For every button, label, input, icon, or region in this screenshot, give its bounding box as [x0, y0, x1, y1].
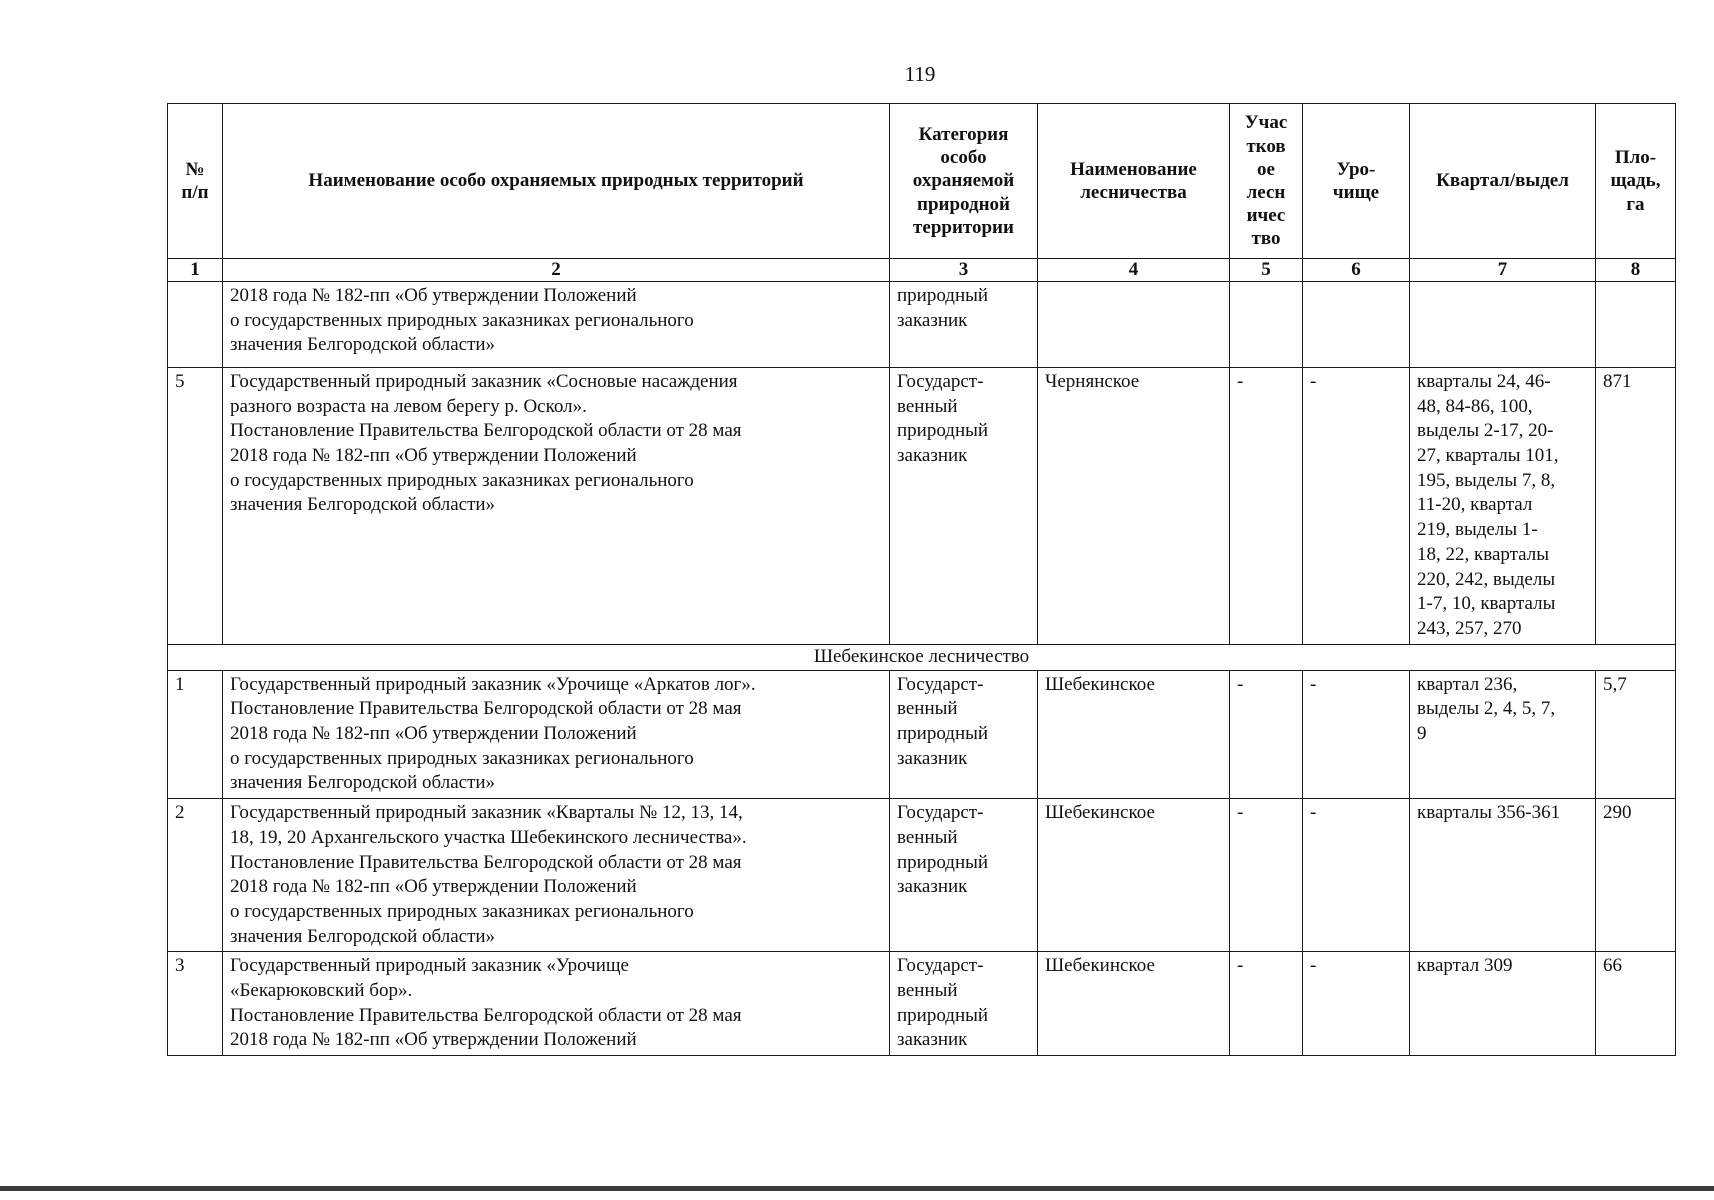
- column-number: 8: [1596, 259, 1676, 282]
- cell-territory-name: Государственный природный заказник «Урочище «Бекарюковский бор». Постановление Правительства Белгородской области от 28 мая 2018 года № 182-пп «Об утверждении Положений: [223, 952, 890, 1056]
- section-title: Шебекинское лесничество: [168, 645, 1676, 671]
- header-quarter: Квартал/выдел: [1410, 104, 1596, 259]
- cell-territory-name: Государственный природный заказник «Урочище «Аркатов лог». Постановление Правительства Белгородской области от 28 мая 2018 года № 182-пп «Об утверждении Положений о государственных природных заказниках регионального значения Белгородской области»: [223, 670, 890, 798]
- page-number: 119: [904, 62, 936, 86]
- table-header-row: [168, 104, 1676, 259]
- cell-category: Государст- венный природный заказник: [890, 368, 1038, 645]
- header-forestry: Наименование лесничества: [1038, 104, 1230, 259]
- cell-area: [1596, 282, 1676, 368]
- cell-quarter: кварталы 24, 46- 48, 84-86, 100, выделы 2-17, 20- 27, кварталы 101, 195, выделы 7, 8, 11-20, квартал 219, выделы 1- 18, 22, кварталы 220, 242, выделы 1-7, 10, кварталы 243, 257, 270: [1410, 368, 1596, 645]
- cell-district-forestry: -: [1230, 799, 1303, 952]
- cell-area: 871: [1596, 368, 1676, 645]
- cell-quarter: квартал 236, выделы 2, 4, 5, 7, 9: [1410, 670, 1596, 798]
- column-number: 4: [1038, 259, 1230, 282]
- cell-quarter: квартал 309: [1410, 952, 1596, 1056]
- cell-district-forestry: -: [1230, 952, 1303, 1056]
- cell-area: 5,7: [1596, 670, 1676, 798]
- cell-area: 66: [1596, 952, 1676, 1056]
- column-number: 6: [1303, 259, 1410, 282]
- header-area: Пло- щадь, га: [1596, 104, 1676, 259]
- cell-category: Государст- венный природный заказник: [890, 670, 1038, 798]
- page-bottom-rule: [0, 1186, 1714, 1191]
- cell-territory-name: 2018 года № 182-пп «Об утверждении Положений о государственных природных заказниках регионального значения Белгородской области»: [223, 282, 890, 368]
- table-row: [168, 952, 1676, 1056]
- cell-tract: -: [1303, 952, 1410, 1056]
- column-number-row: [168, 259, 1676, 282]
- cell-category: Государст- венный природный заказник: [890, 952, 1038, 1056]
- cell-area: 290: [1596, 799, 1676, 952]
- cell-forestry: Шебекинское: [1038, 799, 1230, 952]
- cell-forestry: Шебекинское: [1038, 670, 1230, 798]
- cell-number: 5: [168, 368, 223, 645]
- cell-territory-name: Государственный природный заказник «Сосновые насаждения разного возраста на левом берегу р. Оскол». Постановление Правительства Белгородской области от 28 мая 2018 года № 182-пп «Об утверждении Положений о государственных природных заказниках регионального значения Белгородской области»: [223, 368, 890, 645]
- cell-number: 3: [168, 952, 223, 1056]
- cell-tract: [1303, 282, 1410, 368]
- cell-tract: -: [1303, 799, 1410, 952]
- cell-quarter: кварталы 356-361: [1410, 799, 1596, 952]
- column-number: 2: [223, 259, 890, 282]
- cell-category: природный заказник: [890, 282, 1038, 368]
- column-number: 7: [1410, 259, 1596, 282]
- cell-number: 1: [168, 670, 223, 798]
- cell-number: [168, 282, 223, 368]
- table-row: [168, 799, 1676, 952]
- table-row-continuation: [168, 282, 1676, 368]
- cell-district-forestry: -: [1230, 670, 1303, 798]
- header-district-forestry: Учас тков ое лесн ичес тво: [1230, 104, 1303, 259]
- column-number: 3: [890, 259, 1038, 282]
- table-row: [168, 670, 1676, 798]
- protected-areas-table: [167, 103, 1676, 1056]
- cell-forestry: Шебекинское: [1038, 952, 1230, 1056]
- column-number: 5: [1230, 259, 1303, 282]
- cell-tract: -: [1303, 670, 1410, 798]
- header-number: № п/п: [168, 104, 223, 259]
- header-tract: Уро- чище: [1303, 104, 1410, 259]
- header-territory-name: Наименование особо охраняемых природных территорий: [223, 104, 890, 259]
- cell-number: 2: [168, 799, 223, 952]
- column-number: 1: [168, 259, 223, 282]
- cell-territory-name: Государственный природный заказник «Кварталы № 12, 13, 14, 18, 19, 20 Архангельского участка Шебекинского лесничества». Постановление Правительства Белгородской области от 28 мая 2018 года № 182-пп «Об утверждении Положений о государственных природных заказниках регионального значения Белгородской области»: [223, 799, 890, 952]
- header-category: Категория особо охраняемой природной территории: [890, 104, 1038, 259]
- section-row: [168, 645, 1676, 671]
- table-row: [168, 368, 1676, 645]
- cell-forestry: Чернянское: [1038, 368, 1230, 645]
- cell-district-forestry: -: [1230, 368, 1303, 645]
- cell-tract: -: [1303, 368, 1410, 645]
- cell-category: Государст- венный природный заказник: [890, 799, 1038, 952]
- cell-district-forestry: [1230, 282, 1303, 368]
- cell-forestry: [1038, 282, 1230, 368]
- cell-quarter: [1410, 282, 1596, 368]
